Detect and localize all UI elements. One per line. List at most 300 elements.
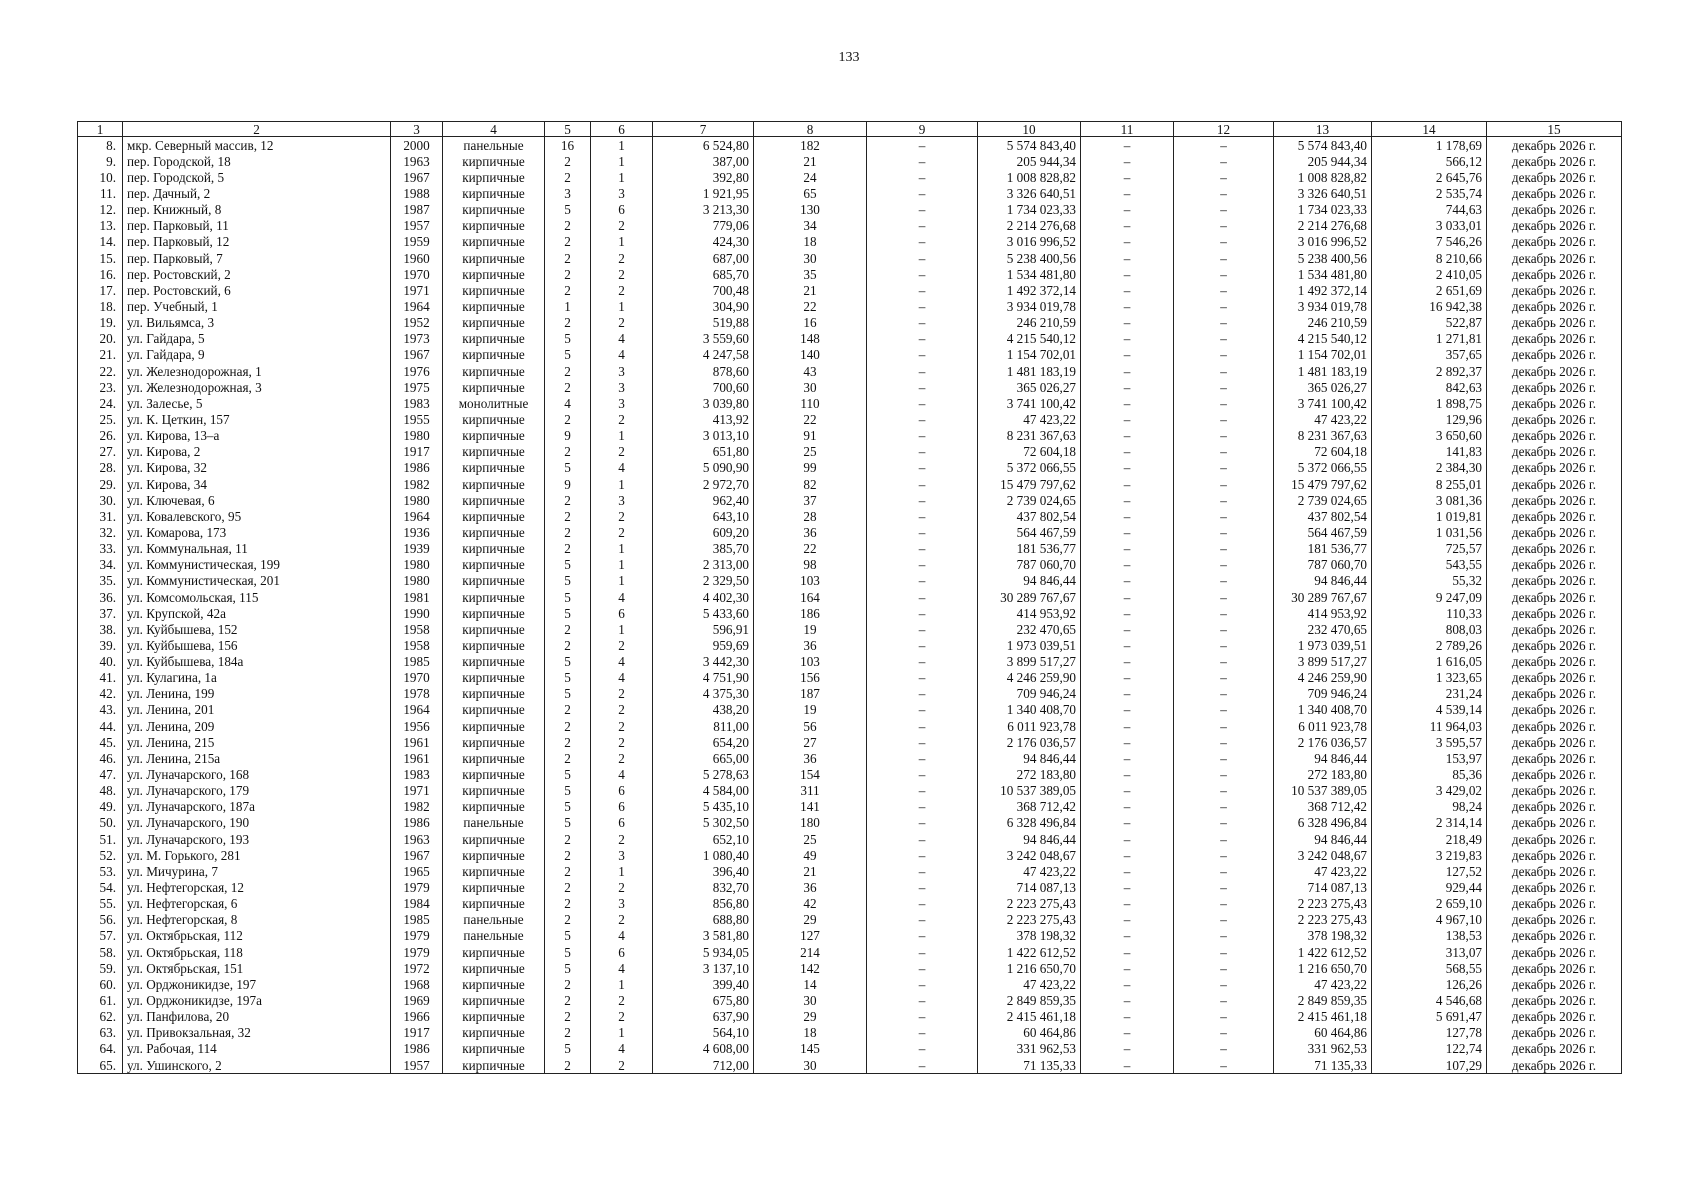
cell-entrances: 1 (591, 153, 653, 169)
cell-col-12: – (1174, 734, 1274, 750)
cell-build-year: 1965 (391, 863, 443, 879)
cell-wall-material: кирпичные (443, 976, 545, 992)
cell-cost-13: 2 415 461,18 (1274, 1009, 1372, 1025)
cell-cost-per-unit: 357,65 (1372, 347, 1487, 363)
cell-wall-material: кирпичные (443, 524, 545, 540)
cell-cost-13: 71 135,33 (1274, 1057, 1372, 1074)
cell-residents: 182 (754, 137, 867, 154)
cell-cost-per-unit: 3 429,02 (1372, 783, 1487, 799)
cell-col-9: – (867, 347, 978, 363)
cell-floors: 2 (545, 379, 591, 395)
table-row (78, 234, 1622, 250)
cell-area: 700,60 (653, 379, 754, 395)
cell-address: ул. Рабочая, 114 (123, 1041, 391, 1057)
cell-area: 3 039,80 (653, 395, 754, 411)
cell-address: ул. Комарова, 173 (123, 524, 391, 540)
cell-col-11: – (1081, 1041, 1174, 1057)
cell-floors: 2 (545, 896, 591, 912)
cell-area: 5 278,63 (653, 766, 754, 782)
cell-row-index: 46. (78, 750, 123, 766)
cell-floors: 5 (545, 766, 591, 782)
cell-wall-material: кирпичные (443, 298, 545, 314)
cell-residents: 145 (754, 1041, 867, 1057)
cell-floors: 5 (545, 573, 591, 589)
cell-address: ул. Нефтегорская, 12 (123, 879, 391, 895)
cell-col-9: – (867, 282, 978, 298)
cell-address: пер. Дачный, 2 (123, 185, 391, 201)
cell-build-year: 1978 (391, 686, 443, 702)
cell-col-9: – (867, 185, 978, 201)
cell-build-year: 1990 (391, 605, 443, 621)
cell-col-11: – (1081, 492, 1174, 508)
cell-build-year: 1988 (391, 185, 443, 201)
cell-cost-per-unit: 107,29 (1372, 1057, 1487, 1074)
cell-wall-material: кирпичные (443, 202, 545, 218)
cell-entrances: 1 (591, 234, 653, 250)
cell-entrances: 2 (591, 282, 653, 298)
cell-build-year: 1967 (391, 347, 443, 363)
cell-col-12: – (1174, 799, 1274, 815)
cell-row-index: 50. (78, 815, 123, 831)
cell-col-9: – (867, 266, 978, 282)
cell-entrances: 2 (591, 718, 653, 734)
cell-cost-13: 1 422 612,52 (1274, 944, 1372, 960)
cell-cost-per-unit: 3 595,57 (1372, 734, 1487, 750)
cell-col-9: – (867, 799, 978, 815)
cell-cost-total: 10 537 389,05 (978, 783, 1081, 799)
cell-col-11: – (1081, 137, 1174, 154)
cell-cost-total: 3 741 100,42 (978, 395, 1081, 411)
cell-residents: 18 (754, 234, 867, 250)
cell-col-12: – (1174, 896, 1274, 912)
cell-cost-per-unit: 1 323,65 (1372, 670, 1487, 686)
cell-col-11: – (1081, 766, 1174, 782)
cell-col-9: – (867, 492, 978, 508)
cell-col-11: – (1081, 315, 1174, 331)
cell-floors: 2 (545, 315, 591, 331)
cell-wall-material: кирпичные (443, 1009, 545, 1025)
cell-floors: 2 (545, 1025, 591, 1041)
cell-cost-total: 5 372 066,55 (978, 460, 1081, 476)
cell-deadline: декабрь 2026 г. (1487, 1025, 1622, 1041)
cell-area: 2 313,00 (653, 557, 754, 573)
cell-col-11: – (1081, 153, 1174, 169)
cell-floors: 9 (545, 428, 591, 444)
cell-area: 5 090,90 (653, 460, 754, 476)
cell-cost-per-unit: 8 255,01 (1372, 476, 1487, 492)
cell-wall-material: кирпичные (443, 589, 545, 605)
cell-address: ул. Ленина, 209 (123, 718, 391, 734)
table-row (78, 734, 1622, 750)
cell-residents: 130 (754, 202, 867, 218)
cell-deadline: декабрь 2026 г. (1487, 750, 1622, 766)
cell-col-11: – (1081, 621, 1174, 637)
cell-residents: 127 (754, 928, 867, 944)
cell-wall-material: панельные (443, 928, 545, 944)
cell-cost-13: 3 326 640,51 (1274, 185, 1372, 201)
column-header-7: 7 (653, 122, 754, 137)
cell-cost-total: 1 216 650,70 (978, 960, 1081, 976)
cell-cost-per-unit: 808,03 (1372, 621, 1487, 637)
cell-row-index: 28. (78, 460, 123, 476)
cell-col-12: – (1174, 766, 1274, 782)
cell-residents: 36 (754, 637, 867, 653)
column-header-15: 15 (1487, 122, 1622, 137)
cell-entrances: 4 (591, 1041, 653, 1057)
cell-col-12: – (1174, 783, 1274, 799)
cell-cost-13: 3 741 100,42 (1274, 395, 1372, 411)
cell-cost-13: 378 198,32 (1274, 928, 1372, 944)
cell-deadline: декабрь 2026 г. (1487, 863, 1622, 879)
cell-cost-total: 47 423,22 (978, 411, 1081, 427)
cell-col-9: – (867, 847, 978, 863)
cell-floors: 2 (545, 266, 591, 282)
table-row (78, 702, 1622, 718)
cell-col-11: – (1081, 750, 1174, 766)
cell-cost-per-unit: 842,63 (1372, 379, 1487, 395)
cell-col-12: – (1174, 395, 1274, 411)
cell-residents: 22 (754, 541, 867, 557)
cell-col-12: – (1174, 185, 1274, 201)
cell-residents: 29 (754, 1009, 867, 1025)
cell-cost-per-unit: 2 535,74 (1372, 185, 1487, 201)
cell-col-11: – (1081, 524, 1174, 540)
table-row (78, 815, 1622, 831)
cell-residents: 36 (754, 524, 867, 540)
table-row (78, 912, 1622, 928)
cell-cost-total: 2 223 275,43 (978, 896, 1081, 912)
cell-floors: 5 (545, 202, 591, 218)
cell-cost-13: 2 176 036,57 (1274, 734, 1372, 750)
cell-floors: 2 (545, 1057, 591, 1074)
cell-cost-per-unit: 4 539,14 (1372, 702, 1487, 718)
cell-col-11: – (1081, 702, 1174, 718)
cell-deadline: декабрь 2026 г. (1487, 347, 1622, 363)
column-header-14: 14 (1372, 122, 1487, 137)
cell-cost-per-unit: 1 031,56 (1372, 524, 1487, 540)
cell-floors: 5 (545, 960, 591, 976)
cell-entrances: 3 (591, 185, 653, 201)
table-row (78, 960, 1622, 976)
cell-build-year: 1961 (391, 734, 443, 750)
cell-row-index: 57. (78, 928, 123, 944)
cell-address: ул. Коммунистическая, 201 (123, 573, 391, 589)
cell-floors: 5 (545, 589, 591, 605)
cell-entrances: 1 (591, 169, 653, 185)
cell-floors: 2 (545, 492, 591, 508)
cell-floors: 2 (545, 363, 591, 379)
table-row (78, 347, 1622, 363)
cell-row-index: 37. (78, 605, 123, 621)
cell-deadline: декабрь 2026 г. (1487, 1009, 1622, 1025)
cell-col-11: – (1081, 250, 1174, 266)
cell-floors: 2 (545, 621, 591, 637)
cell-address: ул. Кирова, 2 (123, 444, 391, 460)
cell-cost-total: 2 214 276,68 (978, 218, 1081, 234)
cell-row-index: 17. (78, 282, 123, 298)
column-header-8: 8 (754, 122, 867, 137)
cell-cost-13: 10 537 389,05 (1274, 783, 1372, 799)
cell-build-year: 1980 (391, 557, 443, 573)
cell-wall-material: кирпичные (443, 605, 545, 621)
cell-wall-material: кирпичные (443, 1057, 545, 1074)
cell-cost-total: 378 198,32 (978, 928, 1081, 944)
cell-col-12: – (1174, 315, 1274, 331)
cell-deadline: декабрь 2026 г. (1487, 589, 1622, 605)
table-row (78, 1041, 1622, 1057)
cell-entrances: 4 (591, 589, 653, 605)
cell-build-year: 1958 (391, 637, 443, 653)
cell-cost-13: 246 210,59 (1274, 315, 1372, 331)
cell-address: ул. Октябрьская, 112 (123, 928, 391, 944)
cell-entrances: 1 (591, 298, 653, 314)
cell-area: 779,06 (653, 218, 754, 234)
cell-row-index: 60. (78, 976, 123, 992)
cell-col-11: – (1081, 654, 1174, 670)
cell-build-year: 1979 (391, 928, 443, 944)
cell-address: пер. Городской, 5 (123, 169, 391, 185)
cell-col-9: – (867, 766, 978, 782)
cell-wall-material: кирпичные (443, 863, 545, 879)
cell-entrances: 6 (591, 944, 653, 960)
cell-col-11: – (1081, 718, 1174, 734)
cell-residents: 141 (754, 799, 867, 815)
table-row (78, 654, 1622, 670)
cell-residents: 24 (754, 169, 867, 185)
cell-build-year: 1982 (391, 476, 443, 492)
cell-row-index: 29. (78, 476, 123, 492)
table-row (78, 331, 1622, 347)
cell-area: 3 442,30 (653, 654, 754, 670)
cell-floors: 2 (545, 218, 591, 234)
cell-deadline: декабрь 2026 г. (1487, 476, 1622, 492)
cell-col-11: – (1081, 363, 1174, 379)
cell-cost-13: 2 223 275,43 (1274, 896, 1372, 912)
cell-col-11: – (1081, 944, 1174, 960)
cell-cost-total: 2 223 275,43 (978, 912, 1081, 928)
cell-col-11: – (1081, 411, 1174, 427)
cell-deadline: декабрь 2026 г. (1487, 541, 1622, 557)
table-row (78, 621, 1622, 637)
table-row (78, 783, 1622, 799)
cell-cost-total: 787 060,70 (978, 557, 1081, 573)
cell-deadline: декабрь 2026 г. (1487, 234, 1622, 250)
cell-build-year: 1981 (391, 589, 443, 605)
cell-build-year: 1963 (391, 153, 443, 169)
cell-deadline: декабрь 2026 г. (1487, 605, 1622, 621)
cell-row-index: 48. (78, 783, 123, 799)
cell-col-9: – (867, 411, 978, 427)
cell-cost-total: 1 973 039,51 (978, 637, 1081, 653)
cell-wall-material: кирпичные (443, 718, 545, 734)
cell-cost-total: 1 340 408,70 (978, 702, 1081, 718)
cell-deadline: декабрь 2026 г. (1487, 492, 1622, 508)
cell-build-year: 1976 (391, 363, 443, 379)
cell-build-year: 1979 (391, 879, 443, 895)
cell-floors: 2 (545, 992, 591, 1008)
cell-cost-13: 368 712,42 (1274, 799, 1372, 815)
cell-area: 385,70 (653, 541, 754, 557)
cell-cost-total: 714 087,13 (978, 879, 1081, 895)
cell-col-11: – (1081, 508, 1174, 524)
cell-entrances: 2 (591, 524, 653, 540)
cell-cost-per-unit: 55,32 (1372, 573, 1487, 589)
cell-entrances: 1 (591, 476, 653, 492)
cell-residents: 22 (754, 411, 867, 427)
cell-area: 878,60 (653, 363, 754, 379)
cell-cost-per-unit: 218,49 (1372, 831, 1487, 847)
cell-col-11: – (1081, 992, 1174, 1008)
cell-deadline: декабрь 2026 г. (1487, 847, 1622, 863)
cell-cost-total: 414 953,92 (978, 605, 1081, 621)
cell-entrances: 4 (591, 670, 653, 686)
cell-area: 564,10 (653, 1025, 754, 1041)
cell-row-index: 43. (78, 702, 123, 718)
cell-address: ул. К. Цеткин, 157 (123, 411, 391, 427)
cell-build-year: 1987 (391, 202, 443, 218)
cell-residents: 214 (754, 944, 867, 960)
cell-col-9: – (867, 476, 978, 492)
cell-cost-13: 47 423,22 (1274, 976, 1372, 992)
cell-residents: 164 (754, 589, 867, 605)
cell-cost-per-unit: 5 691,47 (1372, 1009, 1487, 1025)
cell-cost-total: 47 423,22 (978, 863, 1081, 879)
cell-col-11: – (1081, 1025, 1174, 1041)
cell-area: 6 524,80 (653, 137, 754, 154)
table-row (78, 202, 1622, 218)
cell-cost-total: 1 154 702,01 (978, 347, 1081, 363)
cell-deadline: декабрь 2026 г. (1487, 428, 1622, 444)
cell-cost-total: 2 415 461,18 (978, 1009, 1081, 1025)
cell-cost-total: 1 481 183,19 (978, 363, 1081, 379)
cell-build-year: 1984 (391, 896, 443, 912)
cell-address: ул. Нефтегорская, 6 (123, 896, 391, 912)
cell-address: ул. Ленина, 215 (123, 734, 391, 750)
cell-entrances: 1 (591, 1025, 653, 1041)
cell-cost-13: 2 223 275,43 (1274, 912, 1372, 928)
cell-deadline: декабрь 2026 г. (1487, 298, 1622, 314)
cell-address: ул. Ковалевского, 95 (123, 508, 391, 524)
cell-cost-13: 1 734 023,33 (1274, 202, 1372, 218)
cell-col-11: – (1081, 686, 1174, 702)
cell-residents: 18 (754, 1025, 867, 1041)
cell-wall-material: кирпичные (443, 1041, 545, 1057)
cell-cost-total: 94 846,44 (978, 831, 1081, 847)
cell-wall-material: кирпичные (443, 670, 545, 686)
cell-col-12: – (1174, 444, 1274, 460)
cell-address: пер. Ростовский, 6 (123, 282, 391, 298)
cell-cost-13: 1 008 828,82 (1274, 169, 1372, 185)
cell-col-9: – (867, 621, 978, 637)
cell-cost-13: 60 464,86 (1274, 1025, 1372, 1041)
cell-col-9: – (867, 1025, 978, 1041)
table-row (78, 492, 1622, 508)
cell-floors: 2 (545, 831, 591, 847)
cell-wall-material: кирпичные (443, 492, 545, 508)
cell-address: ул. Луначарского, 187а (123, 799, 391, 815)
cell-row-index: 10. (78, 169, 123, 185)
cell-build-year: 1967 (391, 169, 443, 185)
cell-residents: 156 (754, 670, 867, 686)
cell-deadline: декабрь 2026 г. (1487, 976, 1622, 992)
cell-cost-13: 30 289 767,67 (1274, 589, 1372, 605)
cell-cost-per-unit: 4 967,10 (1372, 912, 1487, 928)
cell-cost-per-unit: 11 964,03 (1372, 718, 1487, 734)
cell-address: пер. Парковый, 12 (123, 234, 391, 250)
cell-wall-material: кирпичные (443, 621, 545, 637)
cell-floors: 5 (545, 557, 591, 573)
column-header-10: 10 (978, 122, 1081, 137)
cell-cost-per-unit: 543,55 (1372, 557, 1487, 573)
cell-row-index: 39. (78, 637, 123, 653)
cell-entrances: 6 (591, 605, 653, 621)
cell-build-year: 1979 (391, 944, 443, 960)
cell-cost-13: 787 060,70 (1274, 557, 1372, 573)
cell-cost-per-unit: 16 942,38 (1372, 298, 1487, 314)
cell-area: 811,00 (653, 718, 754, 734)
cell-col-9: – (867, 637, 978, 653)
cell-col-12: – (1174, 686, 1274, 702)
cell-area: 399,40 (653, 976, 754, 992)
cell-col-12: – (1174, 976, 1274, 992)
cell-cost-per-unit: 2 645,76 (1372, 169, 1487, 185)
cell-col-12: – (1174, 492, 1274, 508)
cell-cost-total: 30 289 767,67 (978, 589, 1081, 605)
cell-deadline: декабрь 2026 г. (1487, 557, 1622, 573)
cell-cost-per-unit: 231,24 (1372, 686, 1487, 702)
cell-residents: 28 (754, 508, 867, 524)
cell-cost-per-unit: 744,63 (1372, 202, 1487, 218)
cell-wall-material: кирпичные (443, 992, 545, 1008)
cell-cost-total: 2 176 036,57 (978, 734, 1081, 750)
cell-row-index: 13. (78, 218, 123, 234)
cell-entrances: 2 (591, 218, 653, 234)
table-row (78, 137, 1622, 154)
cell-address: пер. Учебный, 1 (123, 298, 391, 314)
cell-col-11: – (1081, 557, 1174, 573)
cell-deadline: декабрь 2026 г. (1487, 524, 1622, 540)
cell-col-9: – (867, 428, 978, 444)
cell-col-11: – (1081, 169, 1174, 185)
cell-wall-material: кирпичные (443, 234, 545, 250)
cell-wall-material: кирпичные (443, 750, 545, 766)
cell-address: пер. Парковый, 11 (123, 218, 391, 234)
cell-cost-total: 1 734 023,33 (978, 202, 1081, 218)
cell-row-index: 62. (78, 1009, 123, 1025)
cell-cost-13: 564 467,59 (1274, 524, 1372, 540)
table-row (78, 524, 1622, 540)
cell-area: 413,92 (653, 411, 754, 427)
cell-col-9: – (867, 1041, 978, 1057)
table-row (78, 363, 1622, 379)
cell-floors: 2 (545, 234, 591, 250)
cell-cost-13: 3 242 048,67 (1274, 847, 1372, 863)
cell-cost-total: 6 328 496,84 (978, 815, 1081, 831)
cell-address: ул. Куйбышева, 152 (123, 621, 391, 637)
cell-cost-per-unit: 7 546,26 (1372, 234, 1487, 250)
cell-address: ул. Привокзальная, 32 (123, 1025, 391, 1041)
cell-col-12: – (1174, 282, 1274, 298)
cell-area: 652,10 (653, 831, 754, 847)
cell-col-12: – (1174, 912, 1274, 928)
cell-cost-13: 8 231 367,63 (1274, 428, 1372, 444)
cell-col-12: – (1174, 347, 1274, 363)
cell-wall-material: панельные (443, 912, 545, 928)
cell-cost-13: 1 534 481,80 (1274, 266, 1372, 282)
cell-entrances: 4 (591, 766, 653, 782)
cell-row-index: 12. (78, 202, 123, 218)
cell-residents: 30 (754, 250, 867, 266)
